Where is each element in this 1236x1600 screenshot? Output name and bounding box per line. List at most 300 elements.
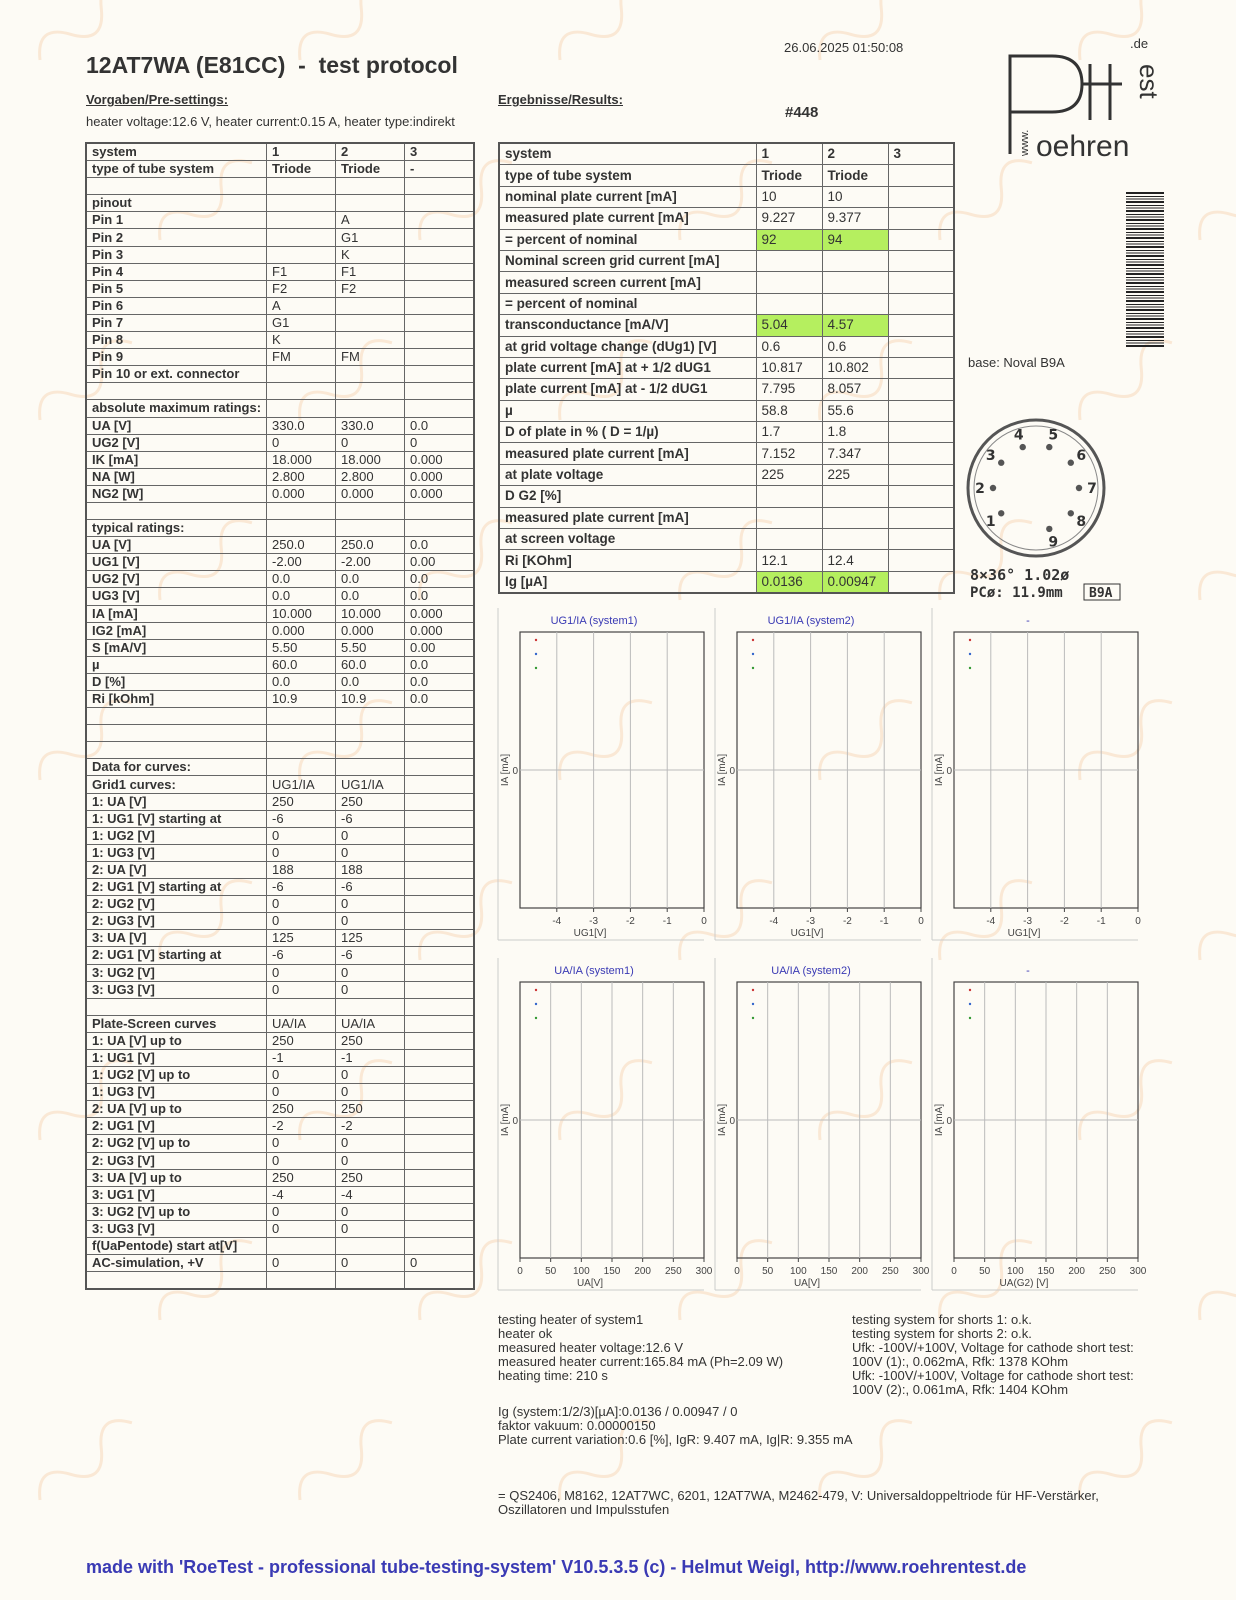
value-cell: 3 [405,143,474,161]
pin-hole [1068,510,1074,516]
value-cell: 10.817 [756,357,822,378]
value-cell: 0.6 [822,336,888,357]
row-label: = percent of nominal [499,293,756,314]
value-cell: -1 [267,1049,336,1066]
row-label [86,502,267,519]
value-cell [336,178,405,195]
value-cell: 330.0 [267,417,336,434]
svg-text:oehren: oehren [1036,130,1130,163]
row-label: NG2 [W] [86,485,267,502]
x-tick-label: -4 [552,916,562,927]
value-cell: 0.0 [405,417,474,434]
presettings-row [86,143,474,161]
value-cell: -6 [267,810,336,827]
legend-marker [969,639,971,641]
value-cell [888,550,954,571]
x-tick-label: 100 [1006,1266,1024,1277]
presettings-row [86,998,474,1015]
value-cell [336,998,405,1015]
value-cell: 0 [336,827,405,844]
value-cell: 0 [336,844,405,861]
legend-marker [535,1003,537,1005]
value-cell [756,486,822,507]
value-cell [405,246,474,263]
value-cell: 188 [267,861,336,878]
value-cell [336,332,405,349]
value-cell: 250 [336,1032,405,1049]
value-cell: 0 [336,1152,405,1169]
row-label: µ [499,400,756,421]
value-cell: Triode [822,165,888,186]
value-cell: 250.0 [336,537,405,554]
presettings-row [86,656,474,673]
value-cell [405,742,474,759]
row-label: 1: UG2 [V] [86,827,267,844]
x-tick-label: 250 [881,1266,899,1277]
row-label: 3: UA [V] [86,930,267,947]
row-label: transconductance [mA/V] [499,315,756,336]
value-cell [267,759,336,776]
row-label: D G2 [%] [499,486,756,507]
presettings-row [86,1032,474,1049]
results-row [499,379,954,400]
presettings-row [86,383,474,400]
results-row [499,529,954,550]
value-cell: -4 [336,1186,405,1203]
value-cell: 0.0 [267,571,336,588]
value-cell: FM [336,349,405,366]
pin-number: 7 [1087,481,1097,497]
x-tick-label: 150 [1037,1266,1055,1277]
chart-title: - [1026,965,1030,977]
roehrentest-logo [1000,34,1164,164]
results-table [498,142,955,594]
presettings-row [86,1152,474,1169]
value-cell [267,366,336,383]
note-line: Ig (system:1/2/3)[µA]:0.0136 / 0.00947 / 0 [498,1404,738,1419]
presettings-row [86,879,474,896]
value-cell: 250.0 [267,537,336,554]
value-cell: F2 [336,280,405,297]
legend-marker [535,639,537,641]
value-cell [822,486,888,507]
value-cell [405,383,474,400]
note-line: 100V (1):, 0.062mA, Rfk: 1378 KOhm [852,1354,1069,1369]
svg-text:www.: www. [1019,129,1031,156]
value-cell: 12.4 [822,550,888,571]
value-cell: 0 [336,1203,405,1220]
row-label: NA [W] [86,468,267,485]
value-cell: 0 [267,1067,336,1084]
presettings-row [86,1255,474,1272]
legend-marker [752,667,754,669]
serial-number: #448 [785,104,819,121]
row-label: µ [86,656,267,673]
value-cell: 0.6 [756,336,822,357]
presettings-row [86,212,474,229]
row-label: absolute maximum ratings: [86,400,267,417]
row-label [86,1272,267,1290]
x-tick-label: -3 [1023,916,1033,927]
value-cell [405,1220,474,1237]
row-label: at screen voltage [499,529,756,550]
value-cell [756,272,822,293]
row-label: plate current [mA] at + 1/2 dUG1 [499,357,756,378]
pin-hole [990,485,996,491]
value-cell: F1 [336,263,405,280]
value-cell [336,314,405,331]
equivalents-notes [498,1489,1099,1517]
row-label: = percent of nominal [499,229,756,250]
presettings-row [86,366,474,383]
presettings-row [86,502,474,519]
x-tick-label: 250 [1098,1266,1116,1277]
pin-number: 1 [985,513,996,530]
presettings-row [86,776,474,793]
value-cell: 0 [267,1084,336,1101]
grid-current-notes [498,1405,853,1447]
value-cell [267,1238,336,1255]
value-cell [888,250,954,271]
value-cell: 0 [267,981,336,998]
value-cell: UG1/IA [336,776,405,793]
x-tick-label: -2 [625,916,635,927]
value-cell: 250 [336,793,405,810]
legend-marker [969,1003,971,1005]
value-cell [267,212,336,229]
value-cell: 0.000 [267,622,336,639]
y-tick-label: 0 [512,1116,518,1127]
row-label: 1: UA [V] [86,793,267,810]
value-cell [822,272,888,293]
value-cell: 1 [267,143,336,161]
row-label: D of plate in % ( D = 1/µ) [499,422,756,443]
value-cell: 9.377 [822,208,888,229]
row-label [86,742,267,759]
value-cell: 0.00 [405,639,474,656]
value-cell [405,1118,474,1135]
value-cell [405,1186,474,1203]
x-axis-label: UG1[V] [790,928,824,939]
row-label: S [mA/V] [86,639,267,656]
presettings-row [86,1049,474,1066]
value-cell [405,981,474,998]
row-label [86,708,267,725]
results-row [499,336,954,357]
row-label: f(UaPentode) start at[V] [86,1238,267,1255]
value-cell: 0 [336,1255,405,1272]
value-cell [405,947,474,964]
pin-number: 2 [975,481,985,497]
results-row [499,357,954,378]
heater-presettings: heater voltage:12.6 V, heater current:0.15 A, heater type:indirekt [86,114,455,129]
test-datetime: 26.06.2025 01:50:08 [784,40,904,55]
presettings-row [86,297,474,314]
value-cell: 2 [336,143,405,161]
value-cell [405,1272,474,1290]
value-cell: 5.04 [756,315,822,336]
presettings-row [86,314,474,331]
pin-number: 4 [1013,427,1024,444]
presettings-row [86,195,474,212]
row-label: system [499,143,756,165]
results-row [499,400,954,421]
presettings-row [86,417,474,434]
y-tick-label: 0 [729,766,735,777]
row-label: Pin 2 [86,229,267,246]
value-cell [888,486,954,507]
value-cell [336,366,405,383]
value-cell: 7.152 [756,443,822,464]
value-cell: 250 [267,1169,336,1186]
chart-ug1-ia-system2 [715,608,924,940]
presettings-table [85,142,475,1290]
value-cell [405,263,474,280]
y-axis-label: IA [mA] [500,1103,511,1137]
results-row [499,143,954,165]
value-cell: 0.000 [405,468,474,485]
value-cell [405,520,474,537]
x-tick-label: -3 [806,916,816,927]
value-cell [405,827,474,844]
value-cell [267,178,336,195]
value-cell: 0.000 [336,485,405,502]
value-cell [405,212,474,229]
x-tick-label: -1 [1096,916,1106,927]
note-line: testing heater of system1 [498,1312,644,1327]
value-cell: 0 [336,1067,405,1084]
value-cell: 0.0136 [756,571,822,593]
value-cell: 10.000 [267,605,336,622]
presettings-row [86,468,474,485]
row-label: 3: UG2 [V] [86,964,267,981]
row-label: Pin 9 [86,349,267,366]
value-cell [888,229,954,250]
results-row [499,272,954,293]
value-cell [888,272,954,293]
note-line: heating time: 210 s [498,1368,608,1383]
chart-ug1-ia-system1 [498,608,707,940]
value-cell [405,280,474,297]
row-label: 1: UG2 [V] up to [86,1067,267,1084]
presettings-row [86,930,474,947]
presettings-row [86,588,474,605]
value-cell [267,246,336,263]
value-cell [888,315,954,336]
pin-hole [998,460,1004,466]
value-cell: 10.9 [267,691,336,708]
value-cell [336,759,405,776]
value-cell [405,314,474,331]
value-cell: 10.9 [336,691,405,708]
legend-marker [969,989,971,991]
row-label: IA [mA] [86,605,267,622]
results-row [499,186,954,207]
presettings-row [86,844,474,861]
presettings-row [86,1203,474,1220]
row-label: 3: UG2 [V] up to [86,1203,267,1220]
chart-title: UA/IA (system2) [771,965,851,977]
value-cell [405,349,474,366]
pin-hole [1046,526,1052,532]
results-row [499,165,954,186]
x-tick-label: 250 [664,1266,682,1277]
row-label: 2: UG1 [V] starting at [86,879,267,896]
value-cell: 5.50 [336,639,405,656]
value-cell: 250 [267,1032,336,1049]
value-cell [336,742,405,759]
x-tick-label: 200 [1068,1266,1086,1277]
row-label: measured plate current [mA] [499,208,756,229]
row-label: Ri [KOhm] [499,550,756,571]
legend-marker [969,1017,971,1019]
x-tick-label: 0 [951,1266,957,1277]
value-cell [405,1101,474,1118]
x-axis-label: UA[V] [793,1278,821,1289]
presettings-row [86,263,474,280]
value-cell: F2 [267,280,336,297]
row-label: 1: UG3 [V] [86,1084,267,1101]
row-label: IK [mA] [86,451,267,468]
note-line: testing system for shorts 1: o.k. [852,1312,1032,1327]
value-cell [888,443,954,464]
value-cell: 0 [267,1135,336,1152]
value-cell [405,366,474,383]
note-line: Oszillatoren und Impulsstufen [498,1502,670,1517]
presettings-row [86,246,474,263]
results-row [499,250,954,271]
value-cell [405,1135,474,1152]
presettings-row [86,673,474,690]
value-cell [336,195,405,212]
value-cell [888,507,954,528]
row-label: UA [V] [86,417,267,434]
row-label: Nominal screen grid current [mA] [499,250,756,271]
x-tick-label: -2 [1059,916,1069,927]
row-label: UG2 [V] [86,571,267,588]
value-cell: 0 [336,434,405,451]
value-cell [405,964,474,981]
x-tick-label: 200 [634,1266,652,1277]
value-cell: 0.0 [336,571,405,588]
pin-number: 9 [1048,534,1059,551]
value-cell: 0.0 [405,588,474,605]
row-label: UG3 [V] [86,588,267,605]
presettings-row [86,708,474,725]
value-cell [888,400,954,421]
value-cell [336,297,405,314]
presettings-row [86,1238,474,1255]
value-cell: 94 [822,229,888,250]
row-label: Pin 4 [86,263,267,280]
value-cell [756,293,822,314]
value-cell: G1 [267,314,336,331]
results-row [499,443,954,464]
value-cell: 10 [822,186,888,207]
row-label: Grid1 curves: [86,776,267,793]
value-cell [888,571,954,593]
pin-hole [1020,444,1026,450]
results-row [499,229,954,250]
value-cell: 18.000 [267,451,336,468]
x-tick-label: 0 [1135,916,1141,927]
x-tick-label: 300 [695,1266,713,1277]
value-cell: 0.0 [405,656,474,673]
presettings-row [86,571,474,588]
legend-marker [535,667,537,669]
presettings-row [86,451,474,468]
chart-ug1-ia-system3 [932,608,1141,940]
chart-ua-ia-system3 [932,958,1147,1290]
x-tick-label: 100 [572,1266,590,1277]
value-cell: UG1/IA [267,776,336,793]
chart-ua-ia-system1 [498,958,713,1290]
note-line: = QS2406, M8162, 12AT7WC, 6201, 12AT7WA, M2462-479, V: Universaldoppeltriode für HF-Verstärker, [498,1488,1099,1503]
value-cell [756,529,822,550]
value-cell: 0.0 [336,588,405,605]
results-row [499,571,954,593]
presettings-row [86,827,474,844]
svg-text:.de: .de [1130,36,1149,51]
value-cell: 0 [267,827,336,844]
x-tick-label: 0 [701,916,707,927]
value-cell: 0 [267,844,336,861]
x-axis-label: UG1[V] [573,928,607,939]
value-cell: 2.800 [267,468,336,485]
value-cell: 55.6 [822,400,888,421]
value-cell: 60.0 [336,656,405,673]
value-cell [405,1067,474,1084]
value-cell: 0 [267,1152,336,1169]
value-cell: 225 [822,464,888,485]
row-label: UG1 [V] [86,554,267,571]
value-cell: -2 [336,1118,405,1135]
value-cell [405,1169,474,1186]
value-cell [405,229,474,246]
presettings-row [86,1220,474,1237]
value-cell [267,998,336,1015]
value-cell: 3 [888,143,954,165]
chart-title: UG1/IA (system1) [550,615,638,627]
value-cell [267,725,336,742]
row-label: typical ratings: [86,520,267,537]
value-cell [405,810,474,827]
value-cell: -2 [267,1118,336,1135]
legend-marker [752,653,754,655]
presettings-row [86,793,474,810]
value-cell: 0 [267,964,336,981]
presettings-row [86,742,474,759]
row-label: Pin 1 [86,212,267,229]
value-cell: 125 [267,930,336,947]
heater-test-notes [498,1313,783,1383]
value-cell: 10.000 [336,605,405,622]
value-cell [336,1272,405,1290]
value-cell: 0 [267,896,336,913]
row-label: measured screen current [mA] [499,272,756,293]
value-cell: 2 [822,143,888,165]
value-cell: 1 [756,143,822,165]
pin-number: 3 [985,448,996,465]
value-cell: 0 [336,1084,405,1101]
row-label: nominal plate current [mA] [499,186,756,207]
x-tick-label: 150 [603,1266,621,1277]
x-tick-label: 150 [820,1266,838,1277]
row-label: Pin 3 [86,246,267,263]
value-cell: 1.7 [756,422,822,443]
value-cell: 188 [336,861,405,878]
results-row [499,208,954,229]
